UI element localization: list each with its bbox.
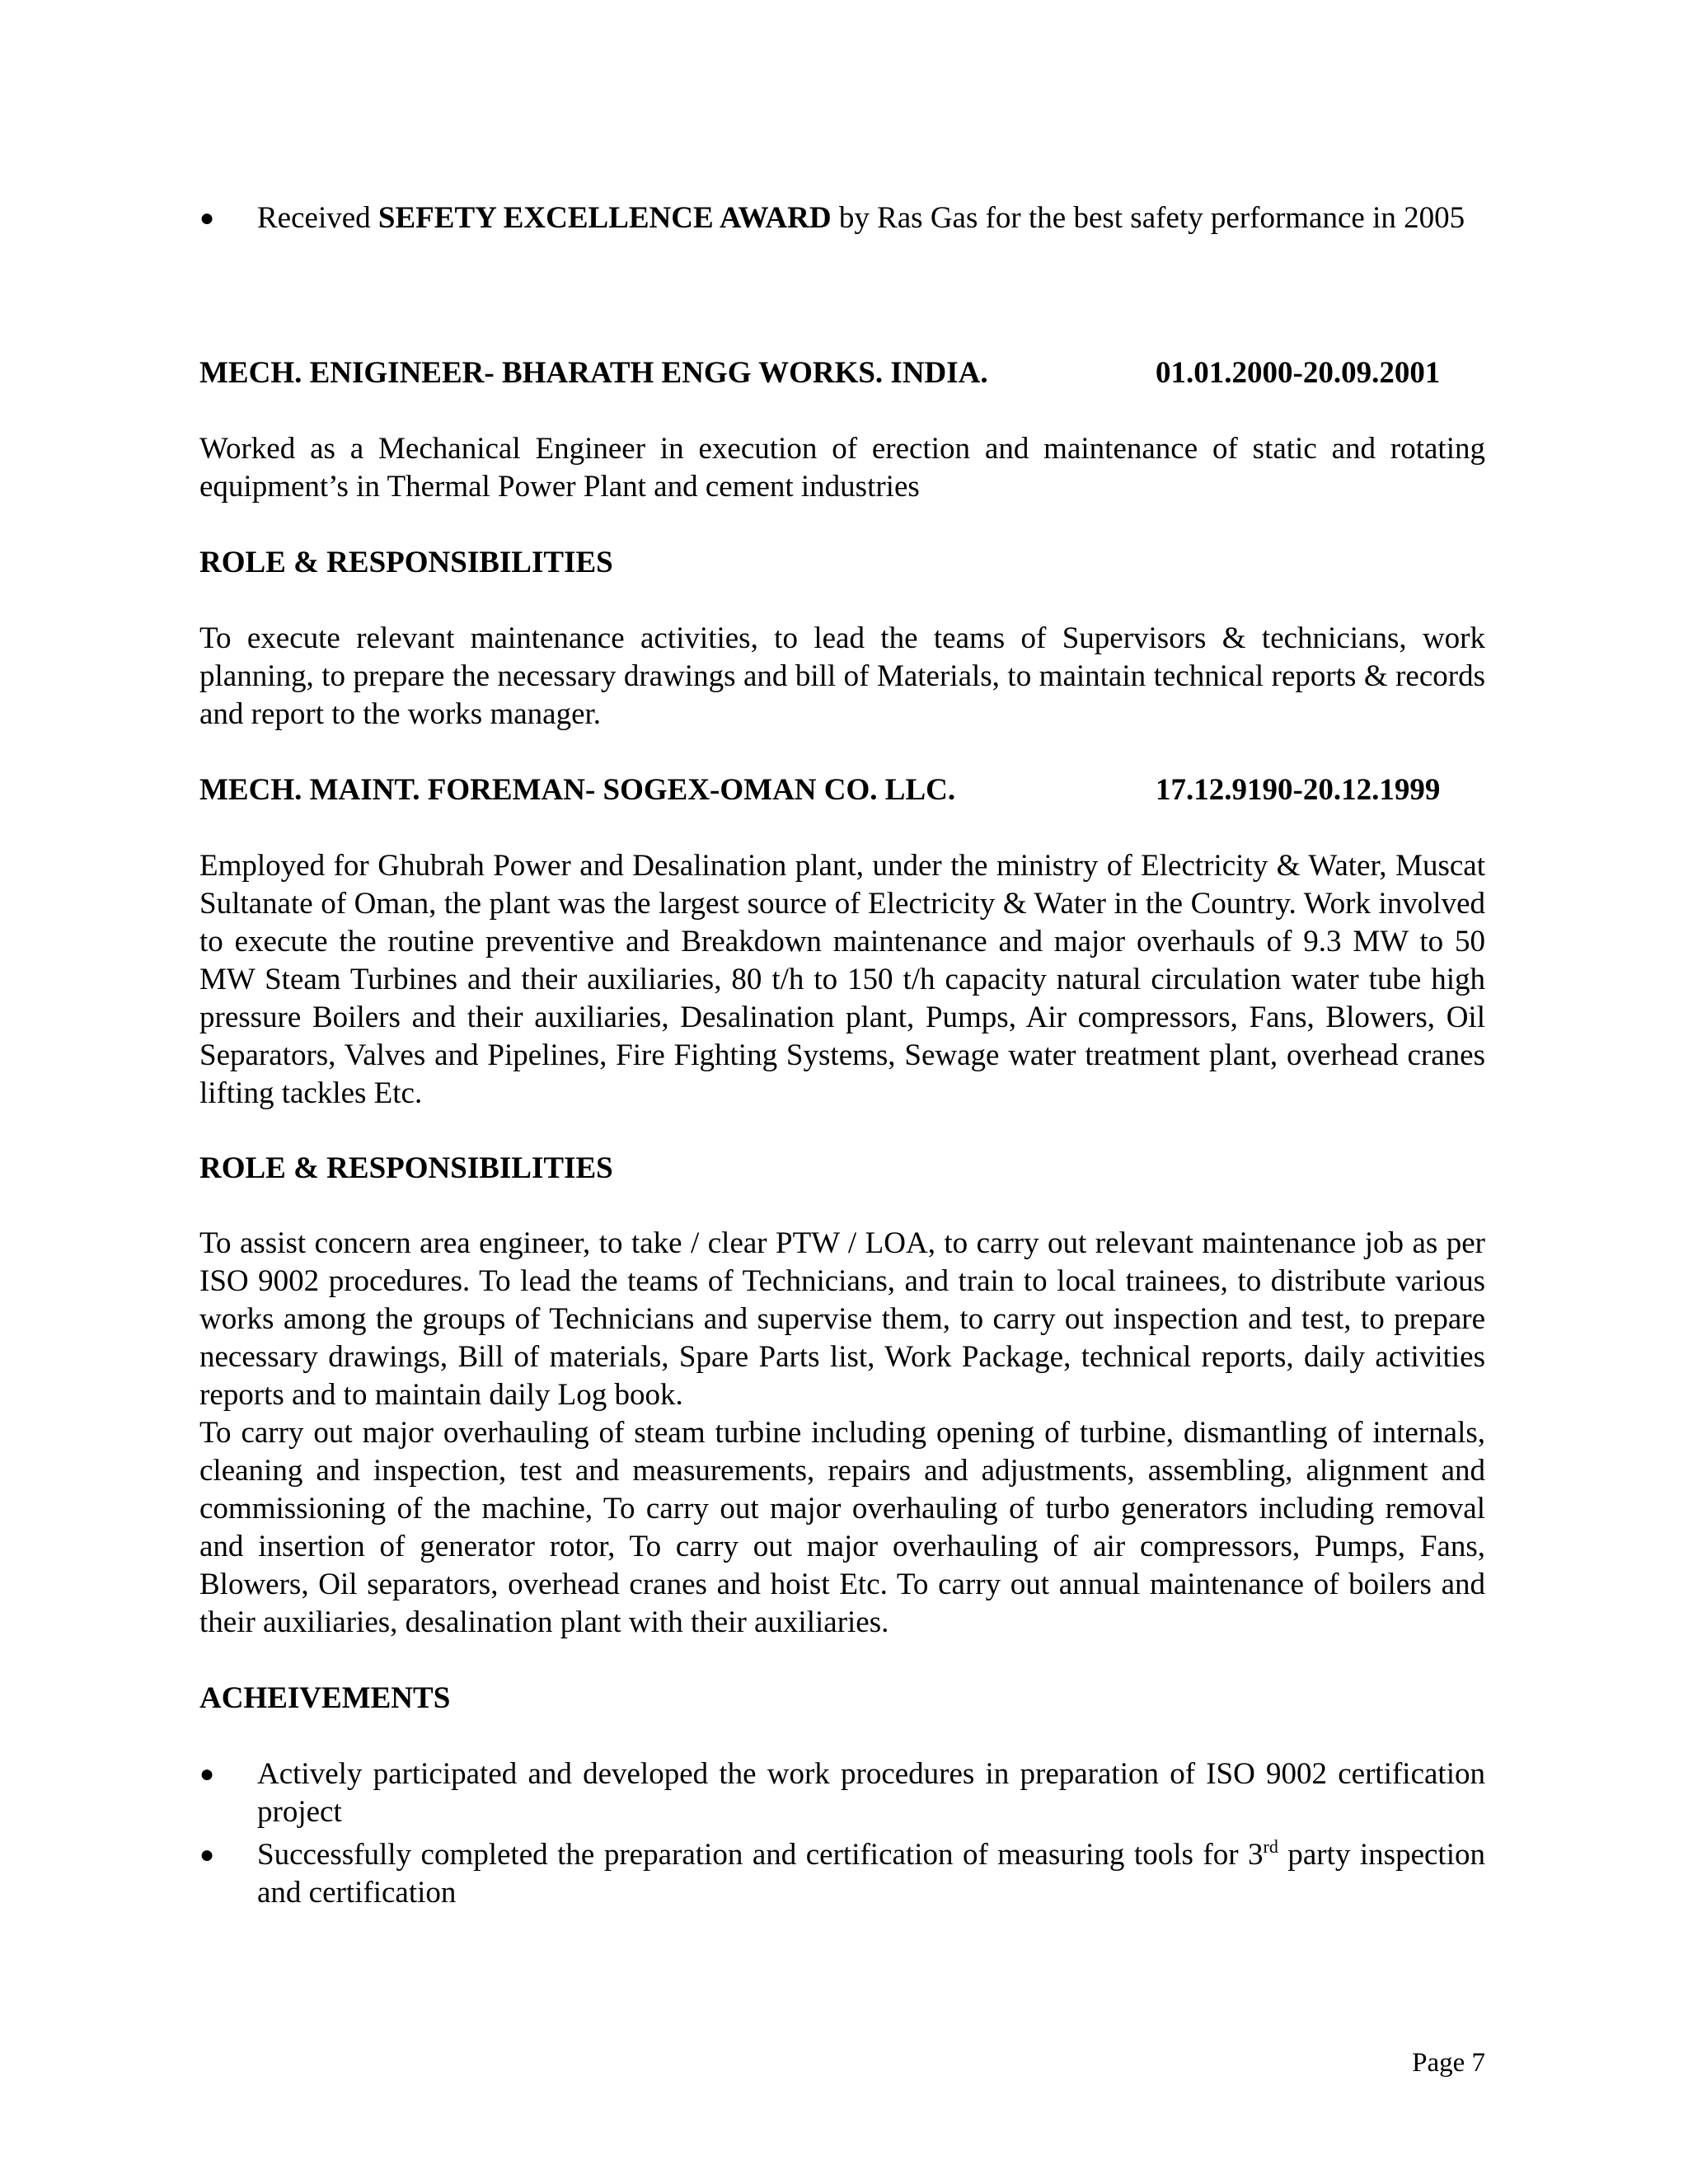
bullet-icon: ●	[199, 204, 215, 232]
award-bullet-text: Received SEFETY EXCELLENCE AWARD by Ras Gas for the best safety performance in 2005	[257, 201, 1465, 235]
job2-dates: 17.12.9190-20.12.1999	[1156, 773, 1441, 807]
job1-header	[199, 354, 1485, 392]
achievement-item	[199, 1755, 1485, 1831]
bullet-icon: ●	[199, 1760, 215, 1788]
job1-role-heading: ROLE & RESPONSIBILITIES	[199, 546, 613, 579]
job2-role-text-1: To assist concern area engineer, to take / clear PTW / LOA, to carry out relevant maintenance job as per ISO 9002 procedures. To lead the teams of Technicians, and train to local trainees, to distribute various works among the groups of Technicians and supervise them, to carry out inspection and test, to prepare necessary drawings, Bill of materials, Spare Parts list, Work Package, technical reports, daily activities reports and to maintain daily Log book.	[199, 1226, 1485, 1412]
job1-title: MECH. ENIGINEER- BHARATH ENGG WORKS. INDIA.	[199, 356, 988, 390]
achievement-item	[199, 1836, 1485, 1912]
job2-role-text-2: To carry out major overhauling of steam turbine including opening of turbine, dismantling of internals, cleaning and inspection, test and measurements, repairs and adjustments, assembling, alignment and commissioning of the machine, To carry out major overhauling of turbo generators including removal and insertion of generator rotor, To carry out major overhauling of air compressors, Pumps, Fans, Blowers, Oil separators, overhead cranes and hoist Etc. To carry out annual maintenance of boilers and their auxiliaries, desalination plant with their auxiliaries.	[199, 1416, 1485, 1639]
achievements-heading: ACHEIVEMENTS	[199, 1681, 451, 1715]
bullet-icon: ●	[199, 1841, 215, 1868]
job2-header	[199, 771, 1485, 809]
page-number: Page 7	[1412, 2048, 1485, 2078]
job1-description: Worked as a Mechanical Engineer in execution of erection and maintenance of static and rotating equipment’s in Thermal Power Plant and cement industries	[199, 432, 1485, 504]
job2-description: Employed for Ghubrah Power and Desalination plant, under the ministry of Electricity & Water, Muscat Sultanate of Oman, the plant was the largest source of Electricity & Water in the Country. Work involved to execute the routine preventive and Breakdown maintenance and major overhauls of 9.3 MW to 50 MW Steam Turbines and their auxiliaries, 80 t/h to 150 t/h capacity natural circulation water tube high pressure Boilers and their auxiliaries, Desalination plant, Pumps, Air compressors, Fans, Blowers, Oil Separators, Valves and Pipelines, Fire Fighting Systems, Sewage water treatment plant, overhead cranes lifting tackles Etc.	[199, 849, 1485, 1110]
job2-title: MECH. MAINT. FOREMAN- SOGEX-OMAN CO. LLC.	[199, 773, 956, 807]
job1-role-text: To execute relevant maintenance activities, to lead the teams of Supervisors & technicians, work planning, to prepare the necessary drawings and bill of Materials, to maintain technical reports & records and report to the works manager.	[199, 621, 1485, 731]
award-bullet	[199, 199, 1485, 275]
job2-role-heading: ROLE & RESPONSIBILITIES	[199, 1151, 613, 1185]
achievement-item-text: Actively participated and developed the work procedures in preparation of ISO 9002 certification project	[257, 1757, 1485, 1829]
achievement-item-text: Successfully completed the preparation and certification of measuring tools for 3rd party inspection and certification	[257, 1836, 1485, 1910]
job1-dates: 01.01.2000-20.09.2001	[1156, 356, 1441, 390]
